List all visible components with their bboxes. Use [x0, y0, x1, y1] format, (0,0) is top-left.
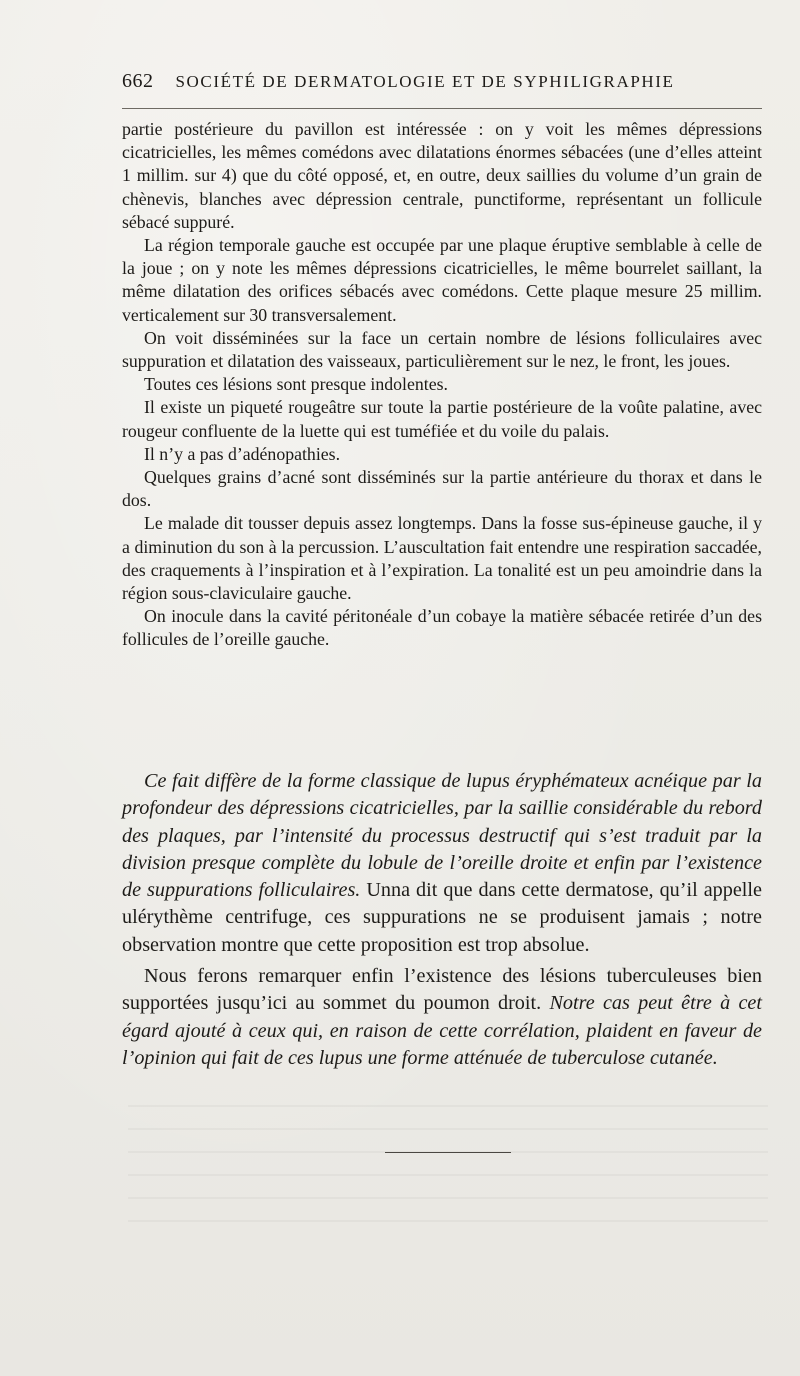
running-title: SOCIÉTÉ DE DERMATOLOGIE ET DE SYPHILIGRAPHIE: [175, 72, 675, 91]
roman-text: Nous ferons remarquer enfin l’existence des lésions tuberculeuses bien supportées jusqu’ici au sommet du poumon droit.: [122, 965, 762, 1015]
conclusion-paragraph: [122, 963, 762, 1072]
paragraph: Il existe un piqueté rougeâtre sur toute la partie postérieure de la voûte palatine, avec rougeur confluente de la luette qui est tuméfiée et du voile du palais.: [122, 397, 762, 441]
roman-text: Unna dit que dans cette dermatose, qu’il appelle ulérythème centrifuge, ces suppurations ne se produisent jamais ; notre observation montre que cette proposition est trop absolue.: [122, 879, 762, 956]
italic-text: Notre cas peut être à cet égard ajouté à ceux qui, en raison de cette corrélation, plaident en faveur de l’opinion qui fait de ces lupus une forme atténuée de tuberculose cutanée.: [122, 992, 762, 1069]
paragraph: partie postérieure du pavillon est intéressée : on y voit les mêmes dépressions cicatricielles, les mêmes comédons avec dilatations énormes sébacées (une d’elles atteint 1 millim. sur 4) que du côté opposé, et, en outre, deux saillies du volume d’un grain de chènevis, blanches avec dépression centrale, punctiforme, représentant un follicule sébacé suppuré.: [122, 119, 762, 232]
conclusion-section: [122, 768, 762, 1072]
paragraph: Quelques grains d’acné sont disséminés sur la partie antérieure du thorax et dans le dos.: [122, 467, 762, 511]
conclusion-paragraph: [122, 768, 762, 959]
italic-text: Ce fait diffère de la forme classique de lupus éryphémateux acnéique par la profondeur des dépressions cicatricielles, par la saillie considérable du rebord des plaques, par l’intensité du processus destructif qui s’est traduit par la division presque complète du lobule de l’oreille droite et enfin par l’existence de suppurations folliculaires.: [122, 770, 762, 902]
paragraph: On inocule dans la cavité péritonéale d’un cobaye la matière sébacée retirée d’un des follicules de l’oreille gauche.: [122, 606, 762, 650]
paragraph: Il n’y a pas d’adénopathies.: [144, 443, 341, 464]
page-number: 662: [122, 70, 154, 92]
end-rule: [385, 1152, 511, 1153]
case-report-body: [122, 118, 762, 652]
show-through-texture: [128, 1105, 768, 1225]
running-header: [122, 70, 762, 93]
paragraph: On voit disséminées sur la face un certain nombre de lésions folliculaires avec suppuration et dilatation des vaisseaux, particulièrement sur le nez, le front, les joues.: [122, 327, 762, 372]
paragraph: Toutes ces lésions sont presque indolentes.: [144, 374, 448, 395]
paragraph: Le malade dit tousser depuis assez longtemps. Dans la fosse sus-épineuse gauche, il y a diminution du son à la percussion. L’auscultation fait entendre une respiration saccadée, des craquements à l’inspiration et à l’expiration. La tonalité est un peu amoindrie dans la région sous-claviculaire gauche.: [122, 513, 762, 604]
header-rule: [122, 108, 762, 109]
paragraph: La région temporale gauche est occupée par une plaque éruptive semblable à celle de la joue ; on y note les mêmes dépressions cicatricielles, le même bourrelet saillant, la même dilatation des orifices sébacés avec comédons. Cette plaque mesure 25 millim. verticalement sur 30 transversalement.: [122, 235, 762, 325]
